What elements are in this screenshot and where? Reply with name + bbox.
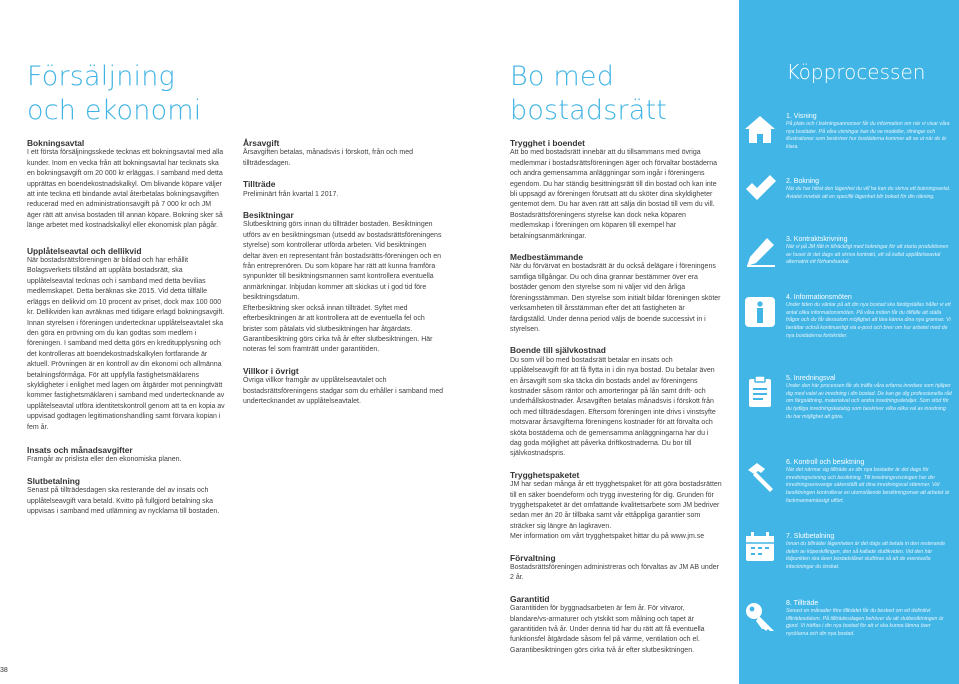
- page-title-line2: och ekonomi: [27, 95, 202, 126]
- step-text: Innan du tillträder lägenheten är det dags att betala in den resterande delen av köpeskillingen, den så kallade slutlikviden. Vid den här tidpunkten ska även bostadslånet slutföras så att de eventuella inteckningar du önskat.: [786, 541, 946, 571]
- section-text: När du förvärvat en bostadsrätt är du också delägare i föreningens samtliga tillgångar. Du och dina grannar bestämmer över era bostäder genom den styrelse som ni väljer vid den årliga föreningsstämman. Den styrelse som initialt bildar föreningen sköter verksamheten till årsstämman efter det att fastigheten är färdigställd. Under denna period väljs de boende successivt in i styrelsen.: [510, 263, 721, 333]
- section-heading: Villkor i övrigt: [243, 365, 299, 376]
- section-heading: Upplåtelseavtal och dellikvid: [27, 245, 142, 256]
- house-icon: [743, 112, 777, 146]
- step-text: Under tiden du väntar på att din nya bostad ska färdigställas håller vi ett antal olika informationsmöten. På våra möten får du tillfälle att ställa frågor och du får dessutom möjlighet att lära känna dina nya grannar. Vi berättar också kontinuerligt via e-post och brev om hur arbetet med de nya bostäderna fortskrider.: [786, 302, 951, 339]
- panel-title: Köpprocessen: [786, 60, 926, 84]
- step-title: 3. Kontraktskrivning: [786, 236, 848, 243]
- step-text: På plats och i bokningsannonser får du information om när vi visar våra nya bostäder. På våra visningar kan du se modeller, ritningar och illustrationer som beskriver hur bostäderna kommer att se ut när de är klara.: [786, 121, 950, 151]
- pen-icon: [743, 235, 777, 269]
- section-heading: Trygghetspaketet: [510, 469, 580, 480]
- section-text: Garantitiden för byggnadsarbeten är fem år. För vitvaror, blandare/vs-armaturer och ytskikt som målning och tapet är garantitiden två år. Under denna tid har du rätt att få eventuella funktionsfel åtgärdade såsom fel på värme, ventilation och el. Garantibesiktningen görs cirka två år efter slutbesiktningen.: [510, 605, 705, 654]
- section-text: I ett första försäljningsskede tecknas ett bokningsavtal med alla kunder. Inom en vecka från att bokningsavtal har tecknats ska en bokningsavgift om 20 000 kr erläggas. I samband med detta upprättas en boendekostnadskalkyl. Om blivande köpare väljer att inte teckna ett bindande avtal återbetalas bokningsavgiften reducerad med en administrationsavgift på 7 000 kr och JM äger rätt att anvisa bostaden till annan köpare. Bokning sker så länge arbetet med kostnadskalkyl eller ekonomisk plan pågår.: [27, 149, 224, 230]
- step-text: Under den här processen får du träffa våra erfarna inredare som hjälper dig med valet av inredning i din bostad. De kan ge dig professionella råd om färgsättning, materialval och andra inredningsdetaljer. Som stöd för du tydliga inredningskatalog som beskriver vilka olika val av inredning du har möjlighet att göra.: [786, 383, 952, 420]
- section-text: Senast på tillträdesdagen ska resterande del av insats och upplåtelseavgift vara betald. Kvitto på fullgjord betalning ska uppvisas i samband med utlämning av nycklarna till bostaden.: [27, 487, 220, 515]
- section-text: Övriga villkor framgår av upplåtelseavtalet och bostadsrättsföreningens stadgar som du erhåller i samband med undertecknandet av upplåtelseavtalet.: [243, 377, 443, 405]
- section-text: Årsavgiften betalas, månadsvis i förskott, från och med tillträdesdagen.: [243, 149, 414, 167]
- step-text: När vi på JM fått in tillräckligt med bokningar för att starta produktionen av huset är det dags att skriva kontrakt, ett så kallat upplåtelseavtal alternativt ett förhandsavtal.: [786, 244, 949, 266]
- section-heading: Trygghet i boendet: [510, 138, 585, 148]
- section-title-line1: Bo med: [510, 61, 615, 92]
- page-title-line1: Försäljning: [27, 61, 175, 92]
- section-heading: Bokningsavtal: [27, 138, 85, 148]
- step-text: När det närmar sig tillträde av din nya bostader är det dags för inredningsvisning och besiktning. Till inredningsvisningen har din inredningsansvarige säkerställt att dina inredningsval stämmer. Vid besiktningen kontrollerar en utomstående besiktningsman att arbetet är fackmannamässigt utfört.: [786, 467, 950, 504]
- step-title: 5. Inredningsval: [786, 375, 836, 382]
- hammer-icon: [743, 460, 777, 494]
- section-text: Framgår av prislista eller den ekonomiska planen.: [27, 456, 182, 464]
- calendar-icon: [743, 530, 777, 564]
- step-title: 7. Slutbetalning: [786, 533, 835, 540]
- section-heading: Årsavgift: [243, 138, 280, 148]
- checkmark-icon: [743, 171, 777, 205]
- section-text: Bostadsrättsföreningen administreras och förvaltas av JM AB under 2 år.: [510, 564, 719, 582]
- section-heading: Slutbetalning: [27, 475, 81, 486]
- section-text: JM har sedan många år ett trygghetspaket för att göra bostadsrätten till en säker boendeform och trygg investering för dig. Grunden för trygghetspaketet är det omfattande kvalitetsarbete som JM bedriver sedan mer än 20 år tillbaka samt vår ettåppliga garantier som sträcker sig längre än lagkraven. Mer information om vårt trygghetspaket hittar du på www.jm.se: [510, 481, 722, 541]
- section-heading: Insats och månadsavgifter: [27, 444, 133, 455]
- step-title: 1. Visning: [786, 113, 817, 120]
- step-text: Senast en månader före tillträdet får du besked om ett definitivt tillträdesdatum. På tillträdesdagen behöver du att slutbesiktningen är gjord. Vi träffas i din nya bostad för att vi ska kunna lämna över nycklarna och din nya bostad.: [786, 608, 944, 638]
- section-text: Preliminärt från kvartal 1 2017.: [243, 190, 339, 198]
- step-title: 8. Tillträde: [786, 600, 819, 607]
- page-number: 38: [0, 667, 8, 674]
- step-title: 2. Bokning: [786, 178, 820, 185]
- step-title: 6. Kontroll och besiktning: [786, 459, 865, 466]
- section-title-line2: bostadsrätt: [510, 95, 668, 126]
- section-heading: Förvaltning: [510, 552, 556, 563]
- step-text: När du har hittat den lägenhet du vill ha kan du skriva ett bokningsavtal. Avtalet innebär att en specifik lägenhet blir bokad för din räkning.: [786, 186, 951, 200]
- section-text: Du som vill bo med bostadsrätt betalar en insats och upplåtelseavgift för att få flytta in i din nya bostad. Du betalar även en årsavgift som ska täcka din bostads andel av föreningens kostnader såsom räntor och amorteringar på lån samt drift- och underhållskostnader. Årsavgiften betalas månadsvis i förskott från och med tillträdesdagen. Eftersom föreningen inte drivs i vinstsyfte motsvarar årsavgifterna föreningens kostnader för att förvalta och sköta bostäderna och de gemensamma anläggningarna har du i dag goda möjlighet att påverka driftkostnaderna. Du bor till självkostnadspris.: [510, 356, 716, 458]
- section-heading: Medbestämmande: [510, 252, 584, 263]
- section-heading: Garantitid: [510, 593, 550, 604]
- purchase-process-panel: [739, 0, 959, 684]
- info-icon: [743, 295, 777, 329]
- clipboard-icon: [743, 374, 777, 408]
- section-text: Att bo med bostadsrätt innebär att du tillsammans med övriga medlemmar i bostadsrättsföreningen äger och förvaltar bostäderna och andra gemensamma anläggningar som ingår i föreningens egendom. Du har ständig besittningsrätt till din bostad och kan inte bli uppsagd av föreningen förutsatt att du sköter dina skyldigheter gentemot dem. Du har även rätt att sälja din bostad till vem du vill. Bostadsrättsföreningens styrelse kan dock neka köparen medlemskap i föreningen om köparen till exempel har betalningsanmärkningar.: [510, 149, 717, 240]
- section-heading: Boende till självkostnad: [510, 345, 606, 356]
- section-text: När bostadsrättsföreningen är bildad och har erhållit Bolagsverkets tillstånd att upplåta bostadsrätt, ska upplåtelseavtal tecknas och i samband med detta bevilias medlemskapet. Detta beräknas ske 2015. Vid detta tillfälle erläggs en delikvid om 10 procent av priset, dock max 100 000 kr. Dellikviden kan avräknas med tidigare erlagd bokningsavgift. Innan styrelsen i föreningen undertecknar upplåtelseavtalet ska den göra en prövning om du kan godtas som medlem i föreningen. I samband med detta görs en kreditupplysning och det kontrolleras att boendekostnadskalkylen fortfarande är aktuell. Prövningen är en kontroll av din ekonomi och allmänna betalningsförmåga. För att uppfylla fastighetsmäklarens skyldigheter i enlighet med lagen om åtgärder mot penningtvätt kommer fastighetsmäklaren i samband med undertecknande av upplåtelseavtal utföra identitetskontroll genom att ta en kopia av uppvisad godtagen legitimationshandling samt förvara kopian i fem år.: [27, 257, 225, 431]
- key-icon: [743, 599, 777, 633]
- section-heading: Tillträde: [243, 179, 276, 190]
- section-heading: Besiktningar: [243, 210, 294, 221]
- step-title: 4. Informationsmöten: [786, 294, 852, 301]
- section-text: Slutbesiktning görs innan du tillträder bostaden. Besiktningen utförs av en besiktningsman (utsedd av bostadsrättsföreningens styrelse) som kontrollerar utförda arbeten. Vid besiktningen deltar även en representant från bostadsrätts-föreningen och en från entreprenören. Du som köpare har rätt att kunna framföra synpunkter till besiktningsmannen samt kontrollera eventuella anmärkningar. Inbjudan kommer att skickas ut i god tid före besiktningsdatum. Efterbesiktning sker också innan tillträdet. Syftet med efterbesiktningen är att kontrollera att de eventuella fel och brister som påtalats vid slutbesiktningen har åtgärdats. Garantibesiktning görs cirka två år efter slutbesiktningen. Här noteras fel som framträtt under garantitiden.: [243, 221, 442, 354]
